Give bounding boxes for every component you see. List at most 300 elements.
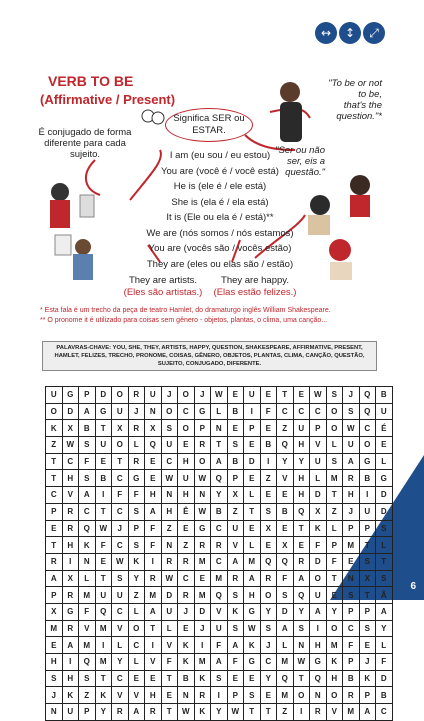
- grid-cell[interactable]: G: [359, 453, 376, 470]
- grid-cell[interactable]: G: [95, 403, 112, 420]
- left-right-arrow-icon[interactable]: ↔: [315, 22, 337, 44]
- grid-cell[interactable]: L: [161, 620, 178, 637]
- grid-cell[interactable]: S: [161, 420, 178, 437]
- grid-cell[interactable]: L: [112, 637, 129, 654]
- grid-cell[interactable]: E: [178, 620, 195, 637]
- grid-cell[interactable]: I: [62, 553, 79, 570]
- grid-cell[interactable]: P: [79, 387, 96, 404]
- grid-cell[interactable]: R: [145, 570, 162, 587]
- grid-cell[interactable]: P: [343, 603, 360, 620]
- grid-cell[interactable]: I: [244, 403, 261, 420]
- grid-cell[interactable]: K: [46, 420, 63, 437]
- grid-cell[interactable]: E: [46, 520, 63, 537]
- grid-cell[interactable]: Q: [293, 503, 310, 520]
- grid-cell[interactable]: Q: [310, 670, 327, 687]
- grid-cell[interactable]: E: [277, 520, 294, 537]
- grid-cell[interactable]: R: [178, 587, 195, 604]
- grid-cell[interactable]: Y: [260, 603, 277, 620]
- grid-cell[interactable]: S: [128, 537, 145, 554]
- grid-cell[interactable]: G: [310, 654, 327, 671]
- grid-cell[interactable]: A: [211, 654, 228, 671]
- grid-cell[interactable]: L: [244, 537, 261, 554]
- grid-cell[interactable]: C: [343, 620, 360, 637]
- grid-cell[interactable]: O: [128, 620, 145, 637]
- grid-cell[interactable]: G: [128, 470, 145, 487]
- grid-cell[interactable]: Y: [211, 487, 228, 504]
- grid-cell[interactable]: C: [178, 570, 195, 587]
- grid-cell[interactable]: M: [343, 537, 360, 554]
- grid-cell[interactable]: F: [145, 520, 162, 537]
- grid-cell[interactable]: É: [376, 420, 393, 437]
- grid-cell[interactable]: E: [227, 387, 244, 404]
- grid-cell[interactable]: X: [277, 537, 294, 554]
- grid-cell[interactable]: C: [260, 654, 277, 671]
- grid-cell[interactable]: T: [161, 670, 178, 687]
- grid-cell[interactable]: L: [128, 654, 145, 671]
- grid-cell[interactable]: L: [326, 520, 343, 537]
- grid-cell[interactable]: R: [293, 553, 310, 570]
- grid-cell[interactable]: Y: [128, 570, 145, 587]
- grid-cell[interactable]: T: [211, 437, 228, 454]
- grid-cell[interactable]: K: [359, 670, 376, 687]
- grid-cell[interactable]: L: [326, 437, 343, 454]
- grid-cell[interactable]: S: [79, 670, 96, 687]
- grid-cell[interactable]: J: [128, 403, 145, 420]
- grid-cell[interactable]: E: [260, 387, 277, 404]
- grid-cell[interactable]: E: [227, 670, 244, 687]
- grid-cell[interactable]: Z: [277, 704, 294, 721]
- grid-cell[interactable]: Z: [161, 520, 178, 537]
- grid-cell[interactable]: B: [277, 503, 294, 520]
- grid-cell[interactable]: H: [293, 487, 310, 504]
- grid-cell[interactable]: B: [359, 470, 376, 487]
- grid-cell[interactable]: E: [227, 420, 244, 437]
- grid-cell[interactable]: V: [211, 603, 228, 620]
- grid-cell[interactable]: Ê: [178, 503, 195, 520]
- grid-cell[interactable]: S: [79, 470, 96, 487]
- grid-cell[interactable]: X: [359, 570, 376, 587]
- grid-cell[interactable]: R: [128, 387, 145, 404]
- grid-cell[interactable]: Q: [277, 437, 294, 454]
- grid-cell[interactable]: S: [112, 570, 129, 587]
- grid-cell[interactable]: O: [161, 403, 178, 420]
- grid-cell[interactable]: J: [343, 387, 360, 404]
- grid-cell[interactable]: U: [178, 470, 195, 487]
- grid-cell[interactable]: N: [161, 487, 178, 504]
- grid-cell[interactable]: E: [161, 687, 178, 704]
- grid-cell[interactable]: A: [79, 487, 96, 504]
- grid-cell[interactable]: P: [227, 687, 244, 704]
- grid-cell[interactable]: S: [260, 503, 277, 520]
- grid-cell[interactable]: Z: [128, 587, 145, 604]
- grid-cell[interactable]: T: [326, 487, 343, 504]
- grid-cell[interactable]: B: [343, 670, 360, 687]
- grid-cell[interactable]: I: [310, 620, 327, 637]
- grid-cell[interactable]: H: [244, 587, 261, 604]
- grid-cell[interactable]: G: [194, 403, 211, 420]
- grid-cell[interactable]: C: [62, 453, 79, 470]
- grid-cell[interactable]: N: [161, 537, 178, 554]
- grid-cell[interactable]: C: [293, 403, 310, 420]
- grid-cell[interactable]: S: [244, 687, 261, 704]
- grid-cell[interactable]: M: [244, 553, 261, 570]
- grid-cell[interactable]: M: [326, 637, 343, 654]
- grid-cell[interactable]: B: [211, 503, 228, 520]
- grid-cell[interactable]: C: [112, 470, 129, 487]
- grid-cell[interactable]: Q: [79, 520, 96, 537]
- grid-cell[interactable]: D: [95, 387, 112, 404]
- grid-cell[interactable]: M: [326, 470, 343, 487]
- grid-cell[interactable]: A: [244, 570, 261, 587]
- grid-cell[interactable]: V: [277, 470, 294, 487]
- grid-cell[interactable]: W: [194, 470, 211, 487]
- grid-cell[interactable]: S: [277, 587, 294, 604]
- grid-cell[interactable]: L: [244, 487, 261, 504]
- grid-cell[interactable]: C: [128, 637, 145, 654]
- grid-cell[interactable]: E: [145, 470, 162, 487]
- grid-cell[interactable]: W: [161, 470, 178, 487]
- grid-cell[interactable]: Y: [211, 704, 228, 721]
- grid-cell[interactable]: I: [194, 637, 211, 654]
- grid-cell[interactable]: E: [260, 487, 277, 504]
- grid-cell[interactable]: E: [277, 487, 294, 504]
- grid-cell[interactable]: R: [145, 704, 162, 721]
- grid-cell[interactable]: C: [376, 704, 393, 721]
- grid-cell[interactable]: U: [227, 520, 244, 537]
- grid-cell[interactable]: S: [359, 620, 376, 637]
- grid-cell[interactable]: R: [194, 437, 211, 454]
- grid-cell[interactable]: U: [343, 437, 360, 454]
- grid-cell[interactable]: E: [293, 537, 310, 554]
- grid-cell[interactable]: J: [343, 503, 360, 520]
- grid-cell[interactable]: P: [46, 587, 63, 604]
- grid-cell[interactable]: X: [260, 520, 277, 537]
- grid-cell[interactable]: X: [145, 420, 162, 437]
- grid-cell[interactable]: J: [359, 654, 376, 671]
- grid-cell[interactable]: N: [293, 637, 310, 654]
- grid-cell[interactable]: E: [326, 587, 343, 604]
- grid-cell[interactable]: K: [326, 654, 343, 671]
- grid-cell[interactable]: E: [244, 437, 261, 454]
- grid-cell[interactable]: R: [178, 553, 195, 570]
- grid-cell[interactable]: U: [211, 620, 228, 637]
- grid-cell[interactable]: R: [211, 537, 228, 554]
- grid-cell[interactable]: D: [376, 670, 393, 687]
- grid-cell[interactable]: Ã: [376, 587, 393, 604]
- grid-cell[interactable]: K: [62, 687, 79, 704]
- grid-cell[interactable]: H: [293, 470, 310, 487]
- grid-cell[interactable]: E: [46, 637, 63, 654]
- grid-cell[interactable]: X: [62, 570, 79, 587]
- grid-cell[interactable]: Z: [46, 437, 63, 454]
- grid-cell[interactable]: F: [260, 403, 277, 420]
- grid-cell[interactable]: D: [310, 553, 327, 570]
- grid-cell[interactable]: I: [359, 487, 376, 504]
- grid-cell[interactable]: Z: [260, 470, 277, 487]
- grid-cell[interactable]: O: [260, 587, 277, 604]
- grid-cell[interactable]: C: [310, 403, 327, 420]
- grid-cell[interactable]: R: [62, 520, 79, 537]
- grid-cell[interactable]: T: [95, 670, 112, 687]
- grid-cell[interactable]: L: [79, 570, 96, 587]
- grid-cell[interactable]: L: [211, 403, 228, 420]
- grid-cell[interactable]: C: [112, 670, 129, 687]
- grid-cell[interactable]: A: [79, 403, 96, 420]
- grid-cell[interactable]: Q: [359, 403, 376, 420]
- grid-cell[interactable]: G: [244, 603, 261, 620]
- grid-cell[interactable]: O: [310, 570, 327, 587]
- grid-cell[interactable]: A: [145, 503, 162, 520]
- grid-cell[interactable]: N: [145, 403, 162, 420]
- grid-cell[interactable]: W: [244, 620, 261, 637]
- grid-cell[interactable]: Q: [277, 553, 294, 570]
- grid-cell[interactable]: U: [293, 420, 310, 437]
- grid-cell[interactable]: D: [62, 403, 79, 420]
- grid-cell[interactable]: A: [211, 453, 228, 470]
- grid-cell[interactable]: T: [293, 520, 310, 537]
- grid-cell[interactable]: F: [128, 487, 145, 504]
- grid-cell[interactable]: T: [359, 587, 376, 604]
- grid-cell[interactable]: E: [145, 670, 162, 687]
- grid-cell[interactable]: D: [277, 603, 294, 620]
- grid-cell[interactable]: L: [310, 470, 327, 487]
- grid-cell[interactable]: M: [277, 687, 294, 704]
- grid-cell[interactable]: A: [227, 553, 244, 570]
- grid-cell[interactable]: T: [95, 570, 112, 587]
- grid-cell[interactable]: U: [376, 403, 393, 420]
- grid-cell[interactable]: R: [112, 704, 129, 721]
- grid-cell[interactable]: G: [194, 520, 211, 537]
- grid-cell[interactable]: V: [227, 537, 244, 554]
- grid-cell[interactable]: W: [293, 654, 310, 671]
- grid-cell[interactable]: E: [244, 470, 261, 487]
- grid-cell[interactable]: Y: [326, 603, 343, 620]
- grid-cell[interactable]: R: [128, 453, 145, 470]
- grid-cell[interactable]: E: [260, 687, 277, 704]
- grid-cell[interactable]: W: [62, 437, 79, 454]
- grid-cell[interactable]: S: [293, 620, 310, 637]
- grid-cell[interactable]: C: [112, 537, 129, 554]
- grid-cell[interactable]: W: [178, 704, 195, 721]
- grid-cell[interactable]: W: [95, 520, 112, 537]
- grid-cell[interactable]: S: [376, 520, 393, 537]
- grid-cell[interactable]: S: [79, 437, 96, 454]
- grid-cell[interactable]: P: [343, 654, 360, 671]
- grid-cell[interactable]: S: [326, 453, 343, 470]
- grid-cell[interactable]: E: [376, 437, 393, 454]
- grid-cell[interactable]: J: [194, 387, 211, 404]
- grid-cell[interactable]: H: [62, 670, 79, 687]
- grid-cell[interactable]: R: [46, 553, 63, 570]
- grid-cell[interactable]: J: [112, 520, 129, 537]
- grid-cell[interactable]: H: [178, 487, 195, 504]
- grid-cell[interactable]: T: [161, 704, 178, 721]
- grid-cell[interactable]: W: [194, 503, 211, 520]
- grid-cell[interactable]: F: [95, 537, 112, 554]
- grid-cell[interactable]: Y: [376, 620, 393, 637]
- grid-cell[interactable]: T: [46, 537, 63, 554]
- grid-cell[interactable]: I: [293, 704, 310, 721]
- grid-cell[interactable]: K: [310, 520, 327, 537]
- grid-cell[interactable]: U: [112, 587, 129, 604]
- grid-cell[interactable]: J: [194, 620, 211, 637]
- grid-cell[interactable]: O: [178, 420, 195, 437]
- grid-cell[interactable]: A: [145, 603, 162, 620]
- grid-cell[interactable]: I: [145, 637, 162, 654]
- grid-cell[interactable]: A: [227, 637, 244, 654]
- grid-cell[interactable]: Z: [326, 503, 343, 520]
- grid-cell[interactable]: Y: [293, 453, 310, 470]
- grid-cell[interactable]: T: [95, 503, 112, 520]
- grid-cell[interactable]: C: [277, 403, 294, 420]
- grid-cell[interactable]: Q: [359, 387, 376, 404]
- grid-cell[interactable]: M: [211, 570, 228, 587]
- grid-cell[interactable]: K: [194, 670, 211, 687]
- grid-cell[interactable]: Q: [211, 587, 228, 604]
- grid-cell[interactable]: U: [244, 387, 261, 404]
- grid-cell[interactable]: T: [326, 570, 343, 587]
- grid-cell[interactable]: Z: [79, 687, 96, 704]
- grid-cell[interactable]: K: [128, 553, 145, 570]
- grid-cell[interactable]: H: [62, 537, 79, 554]
- grid-cell[interactable]: B: [376, 387, 393, 404]
- grid-cell[interactable]: V: [161, 637, 178, 654]
- grid-cell[interactable]: T: [376, 553, 393, 570]
- grid-cell[interactable]: G: [376, 470, 393, 487]
- grid-cell[interactable]: S: [343, 403, 360, 420]
- grid-cell[interactable]: N: [343, 570, 360, 587]
- grid-cell[interactable]: U: [161, 437, 178, 454]
- grid-cell[interactable]: K: [79, 537, 96, 554]
- grid-cell[interactable]: F: [211, 637, 228, 654]
- grid-cell[interactable]: S: [211, 670, 228, 687]
- grid-cell[interactable]: R: [161, 553, 178, 570]
- grid-cell[interactable]: T: [112, 453, 129, 470]
- grid-cell[interactable]: V: [112, 620, 129, 637]
- grid-cell[interactable]: F: [343, 637, 360, 654]
- grid-cell[interactable]: Y: [95, 704, 112, 721]
- grid-cell[interactable]: L: [128, 603, 145, 620]
- grid-cell[interactable]: K: [95, 687, 112, 704]
- grid-cell[interactable]: U: [145, 387, 162, 404]
- grid-cell[interactable]: A: [359, 704, 376, 721]
- grid-cell[interactable]: F: [277, 570, 294, 587]
- grid-cell[interactable]: N: [46, 704, 63, 721]
- grid-cell[interactable]: P: [79, 704, 96, 721]
- grid-cell[interactable]: O: [178, 387, 195, 404]
- grid-cell[interactable]: Z: [277, 420, 294, 437]
- grid-cell[interactable]: M: [343, 704, 360, 721]
- grid-cell[interactable]: M: [46, 620, 63, 637]
- grid-cell[interactable]: F: [376, 654, 393, 671]
- grid-cell[interactable]: B: [178, 670, 195, 687]
- grid-cell[interactable]: L: [376, 537, 393, 554]
- grid-cell[interactable]: S: [359, 553, 376, 570]
- grid-cell[interactable]: H: [326, 670, 343, 687]
- grid-cell[interactable]: P: [194, 420, 211, 437]
- grid-cell[interactable]: C: [79, 503, 96, 520]
- diagonal-arrow-icon[interactable]: ⤢: [363, 22, 385, 44]
- grid-cell[interactable]: C: [161, 453, 178, 470]
- grid-cell[interactable]: R: [343, 470, 360, 487]
- grid-cell[interactable]: J: [161, 387, 178, 404]
- grid-cell[interactable]: V: [79, 620, 96, 637]
- grid-cell[interactable]: F: [227, 654, 244, 671]
- grid-cell[interactable]: S: [260, 620, 277, 637]
- grid-cell[interactable]: M: [194, 553, 211, 570]
- grid-cell[interactable]: X: [227, 487, 244, 504]
- grid-cell[interactable]: K: [178, 637, 195, 654]
- grid-cell[interactable]: O: [326, 403, 343, 420]
- grid-cell[interactable]: T: [293, 670, 310, 687]
- grid-cell[interactable]: E: [95, 453, 112, 470]
- grid-cell[interactable]: D: [310, 487, 327, 504]
- grid-cell[interactable]: Q: [145, 437, 162, 454]
- grid-cell[interactable]: U: [112, 403, 129, 420]
- grid-cell[interactable]: Q: [211, 470, 228, 487]
- grid-cell[interactable]: E: [244, 670, 261, 687]
- grid-cell[interactable]: F: [112, 487, 129, 504]
- grid-cell[interactable]: T: [277, 387, 294, 404]
- grid-cell[interactable]: E: [95, 553, 112, 570]
- grid-cell[interactable]: Y: [293, 603, 310, 620]
- grid-cell[interactable]: F: [161, 654, 178, 671]
- grid-cell[interactable]: V: [128, 687, 145, 704]
- grid-cell[interactable]: F: [79, 453, 96, 470]
- grid-cell[interactable]: T: [244, 503, 261, 520]
- grid-cell[interactable]: S: [227, 620, 244, 637]
- grid-cell[interactable]: C: [178, 403, 195, 420]
- grid-cell[interactable]: U: [161, 603, 178, 620]
- grid-cell[interactable]: V: [145, 654, 162, 671]
- grid-cell[interactable]: A: [310, 603, 327, 620]
- grid-cell[interactable]: B: [227, 403, 244, 420]
- grid-cell[interactable]: S: [326, 387, 343, 404]
- grid-cell[interactable]: R: [194, 537, 211, 554]
- grid-cell[interactable]: W: [343, 420, 360, 437]
- grid-cell[interactable]: X: [112, 420, 129, 437]
- grid-cell[interactable]: P: [46, 503, 63, 520]
- grid-cell[interactable]: A: [376, 603, 393, 620]
- grid-cell[interactable]: K: [194, 704, 211, 721]
- grid-cell[interactable]: R: [62, 620, 79, 637]
- grid-cell[interactable]: R: [62, 587, 79, 604]
- grid-cell[interactable]: S: [343, 587, 360, 604]
- grid-cell[interactable]: O: [46, 403, 63, 420]
- grid-cell[interactable]: V: [326, 704, 343, 721]
- grid-cell[interactable]: W: [310, 387, 327, 404]
- grid-cell[interactable]: X: [62, 420, 79, 437]
- grid-cell[interactable]: C: [359, 420, 376, 437]
- grid-cell[interactable]: U: [62, 704, 79, 721]
- grid-cell[interactable]: O: [326, 420, 343, 437]
- grid-cell[interactable]: T: [46, 470, 63, 487]
- grid-cell[interactable]: V: [62, 487, 79, 504]
- grid-cell[interactable]: A: [293, 570, 310, 587]
- grid-cell[interactable]: M: [145, 587, 162, 604]
- grid-cell[interactable]: E: [178, 437, 195, 454]
- grid-cell[interactable]: T: [46, 453, 63, 470]
- grid-cell[interactable]: M: [194, 587, 211, 604]
- grid-cell[interactable]: C: [112, 603, 129, 620]
- grid-cell[interactable]: L: [277, 637, 294, 654]
- grid-cell[interactable]: I: [95, 637, 112, 654]
- grid-cell[interactable]: G: [62, 387, 79, 404]
- grid-cell[interactable]: M: [79, 587, 96, 604]
- grid-cell[interactable]: P: [227, 470, 244, 487]
- grid-cell[interactable]: P: [326, 537, 343, 554]
- grid-cell[interactable]: E: [359, 637, 376, 654]
